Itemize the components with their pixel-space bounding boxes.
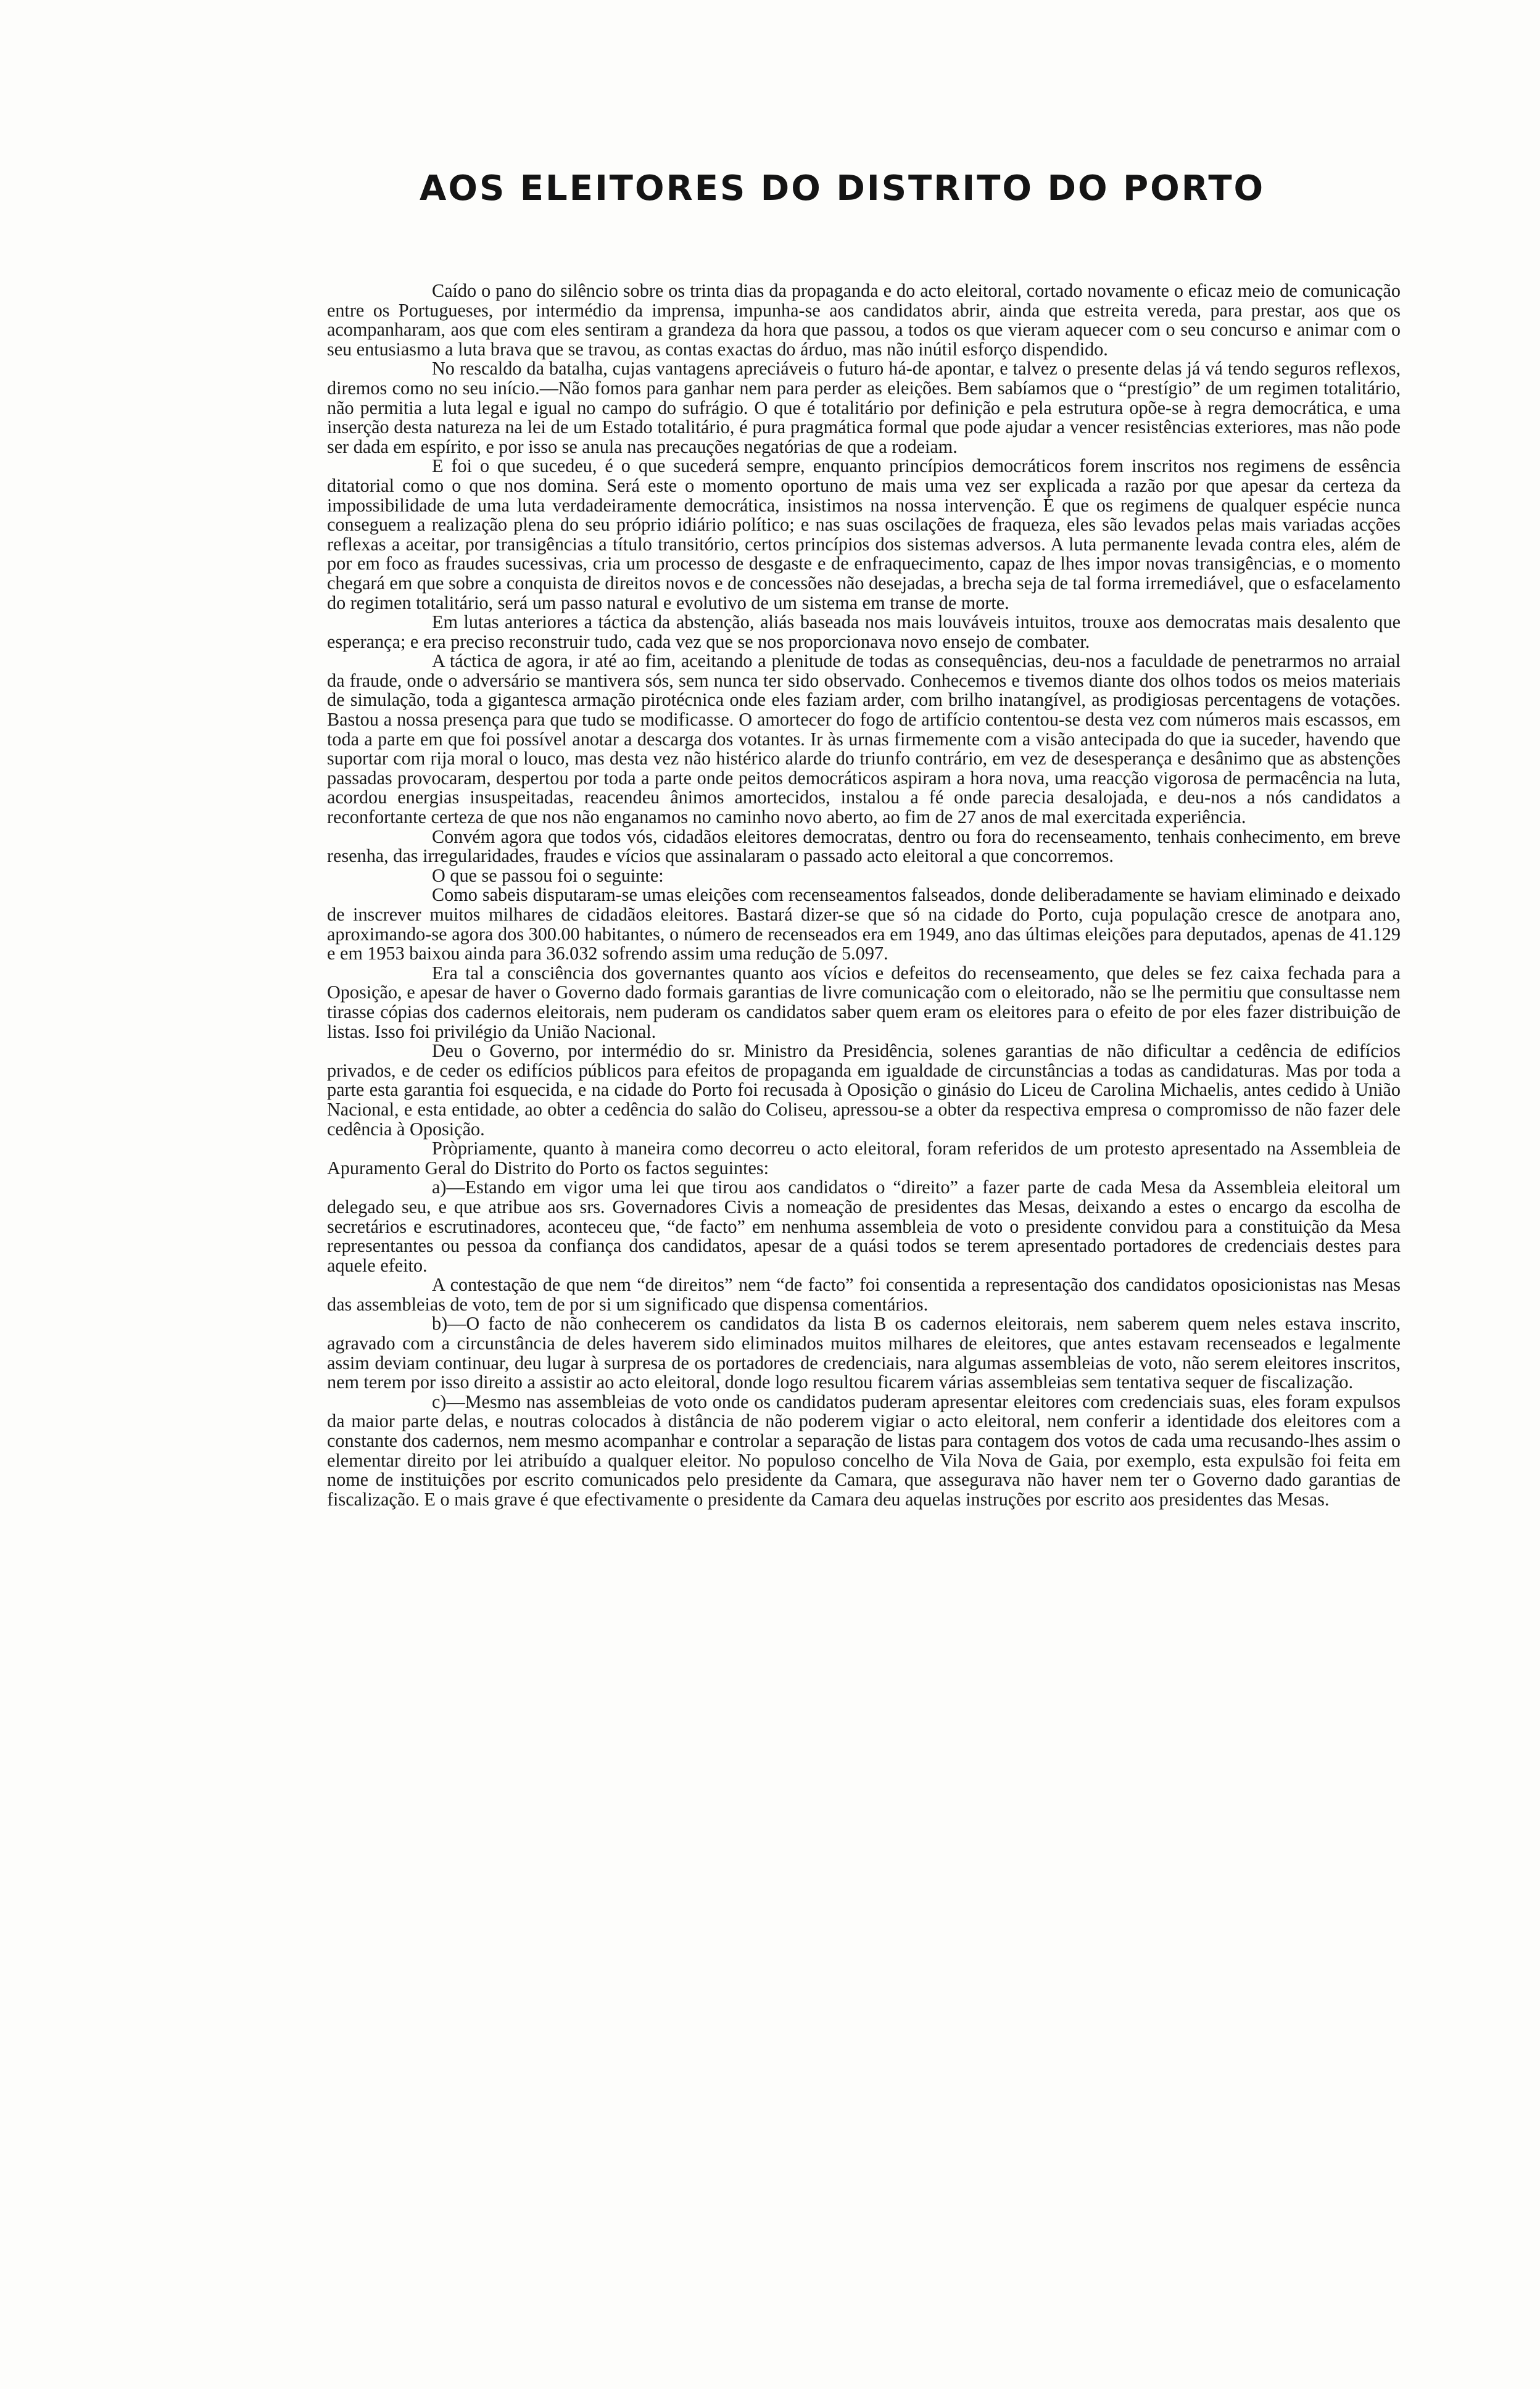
paragraph: b)—O facto de não conhecerem os candidatos da lista B os cadernos eleitorais, nem saberem quem neles estava inscrito, agravado com a circunstância de deles haverem sido eliminados muitos milhares de eleitores, que antes estavam recenseados e legalmente assim deviam continuar, deu lugar à surpresa de os portadores de credenciais, nara algumas assembleias de voto, não serem eleitores inscritos, nem terem por isso direito a assistir ao acto eleitoral, donde logo resultou ficarem várias assembleias sem tentativa sequer de fiscalização. [327, 1313, 1401, 1393]
paragraph: Como sabeis disputaram-se umas eleições com recenseamentos falseados, donde deliberadamente se haviam eliminado e deixado de inscrever muitos milhares de cidadãos eleitores. Bastará dizer-se que só na cidade do Porto, cuja população cresce de anotpara ano, aproximando-se agora dos 300.00 habitantes, o número de recenseados era em 1949, ano das últimas eleições para deputados, apenas de 41.129 e em 1953 baixou ainda para 36.032 sofrendo assim uma redução de 5.097. [327, 884, 1401, 964]
document-title: AOS ELEITORES DO DISTRITO DO PORTO [420, 168, 1265, 209]
paragraph: O que se passou foi o seguinte: [432, 864, 664, 886]
paragraph: c)—Mesmo nas assembleias de voto onde os candidatos puderam apresentar eleitores com credenciais suas, eles foram expulsos da maior parte delas, e noutras colocados à distância de não poderem vigiar o acto eleitoral, nem conferir a identidade dos eleitores com a constante dos cadernos, nem mesmo acompanhar e controlar a separação de listas para contagem dos votos de cada uma recusando-lhes assim o elementar direito por lei atribuído a qualquer eleitor. No populoso concelho de Vila Nova de Gaia, por exemplo, esta expulsão foi feita em nome de instituições por escrito comunicados pelo presidente da Camara, que assegurava não haver nem ter o Governo dado garantias de fiscalização. E o mais grave é que efectivamente o presidente da Camara deu aquelas instruções por escrito aos presidentes das Mesas. [327, 1391, 1401, 1510]
paragraph: Caído o pano do silêncio sobre os trinta dias da propaganda e do acto eleitoral, cortado novamente o eficaz meio de comunicação entre os Portugueses, por intermédio da imprensa, impunha-se aos candidatos abrir, ainda que estreita vereda, para prestar, aos que os acompanharam, aos que com eles sentiram a grandeza da hora que passou, a todos os que vieram aquecer com o seu concurso e animar com o seu entusiasmo a luta brava que se travou, as contas exactas do árduo, mas não inútil esforço dispendido. [327, 280, 1401, 360]
paragraph: No rescaldo da batalha, cujas vantagens apreciáveis o futuro há-de apontar, e talvez o presente delas já vá tendo seguros reflexos, diremos como no seu início.—Não fomos para ganhar nem para perder as eleições. Bem sabíamos que o “prestígio” de um regimen totalitário, não permitia a luta legal e igual no campo do sufrágio. O que é totalitário por definição e pela estrutura opõe-se à regra democrática, e uma inserção desta natureza na lei de um Estado totalitário, é pura pragmática formal que pode ajudar a vencer resistências exteriores, mas não pode ser dada em espírito, e por isso se anula nas precauções negatórias de que a rodeiam. [327, 358, 1401, 457]
paragraph: Pròpriamente, quanto à maneira como decorreu o acto eleitoral, foram referidos de um protesto apresentado na Assembleia de Apuramento Geral do Distrito do Porto os factos seguintes: [327, 1138, 1401, 1178]
paragraph: a)—Estando em vigor uma lei que tirou aos candidatos o “direito” a fazer parte de cada Mesa da Assembleia eleitoral um delegado seu, e que atribue aos srs. Governadores Civis a nomeação de presidentes das Mesas, deixando a estes o encargo da escolha de secretários e escrutinadores, aconteceu que, “de facto” em nenhuma assembleia de voto o presidente convidou para a constituição da Mesa representantes ou pessoa da confiança dos candidatos, apesar de a quási todos se terem apresentado portadores de credenciais destes para aquele efeito. [327, 1177, 1401, 1276]
paragraph: E foi o que sucedeu, é o que sucederá sempre, enquanto princípios democráticos forem inscritos nos regimens de essência ditatorial como o que nos domina. Será este o momento oportuno de mais uma vez ser explicada a razão por que apesar da certeza da impossibilidade de uma luta verdadeiramente democrática, insistimos na nossa intervenção. É que os regimens de qualquer espécie nunca conseguem a realização plena do seu próprio idiário político; e nas suas oscilações de fraqueza, eles são levados pelas mais variadas acções reflexas a aceitar, por transigências a título transitório, certos princípios dos sistemas adversos. A luta permanente levada contra eles, além de por em foco as fraudes sucessivas, cria um processo de desgaste e de enfraquecimento, capaz de lhes impor novas transigências, e o momento chegará em que sobre a conquista de direitos novos e de concessões não desejadas, a brecha seja de tal forma irremediável, que o esfacelamento do regimen totalitário, será um passo natural e evolutivo de um sistema em transe de morte. [327, 455, 1401, 613]
document-body [327, 281, 1401, 1509]
paragraph: A táctica de agora, ir até ao fim, aceitando a plenitude de todas as consequências, deu-nos a faculdade de penetrarmos no arraial da fraude, onde o adversário se mantivera sós, sem nunca ter sido observado. Conhecemos e tivemos diante dos olhos todos os meios materiais de simulação, toda a gigantesca armação pirotécnica onde eles faziam arder, com brilho inatangível, as prodigiosas percentagens de votações. Bastou a nossa presença para que tudo se modificasse. O amortecer do fogo de artifício contentou-se desta vez com números mais escassos, em toda a parte em que foi possível anotar a descarga dos votantes. Ir às urnas firmemente com a visão antecipada do que ia suceder, havendo que suportar com rija moral o louco, mas desta vez não histérico alarde do triunfo contrário, em vez de desesperança e desânimo que as abstenções passadas provocaram, despertou por toda a parte onde peitos democráticos aspiram a hora nova, uma reacção vigorosa de permacência na luta, acordou energias insuspeitadas, reacendeu ânimos amortecidos, instalou a fé onde parecia desalojada, e deu-nos a nós candidatos a reconfortante certeza de que nos não enganamos no caminho novo aberto, ao fim de 27 anos de mal exercitada experiência. [327, 650, 1401, 828]
paragraph: Convém agora que todos vós, cidadãos eleitores democratas, dentro ou fora do recenseamento, tenhais conhecimento, em breve resenha, das irregularidades, fraudes e vícios que assinalaram o passado acto eleitoral a que concorremos. [327, 826, 1401, 867]
paragraph: Deu o Governo, por intermédio do sr. Ministro da Presidência, solenes garantias de não dificultar a cedência de edifícios privados, e de ceder os edifícios públicos para efeitos de propaganda em igualdade de circunstâncias a todas as candidaturas. Mas por toda a parte esta garantia foi esquecida, e na cidade do Porto foi recusada à Oposição o ginásio do Liceu de Carolina Michaelis, antes cedido à União Nacional, e esta entidade, ao obter a cedência do salão do Coliseu, apressou-se a obter da respectiva empresa o compromisso de não fazer dele cedência à Oposição. [327, 1040, 1401, 1140]
paragraph: Era tal a consciência dos governantes quanto aos vícios e defeitos do recenseamento, que deles se fez caixa fechada para a Oposição, e apesar de haver o Governo dado formais garantias de livre comunicação com o eleitorado, não se lhe permitiu que consultasse nem tirasse cópias dos cadernos eleitorais, nem puderam os candidatos saber quem eram os eleitores para o efeito de por eles fazer distribuição de listas. Isso foi privilégio da União Nacional. [327, 962, 1401, 1042]
paragraph: A contestação de que nem “de direitos” nem “de facto” foi consentida a representação dos candidatos oposicionistas nas Mesas das assembleias de voto, tem de por si um significado que dispensa comentários. [327, 1274, 1401, 1315]
paragraph: Em lutas anteriores a táctica da abstenção, aliás baseada nos mais louváveis intuitos, trouxe aos democratas mais desalento que esperança; e era preciso reconstruir tudo, cada vez que se nos proporcionava novo ensejo de combater. [327, 611, 1401, 652]
